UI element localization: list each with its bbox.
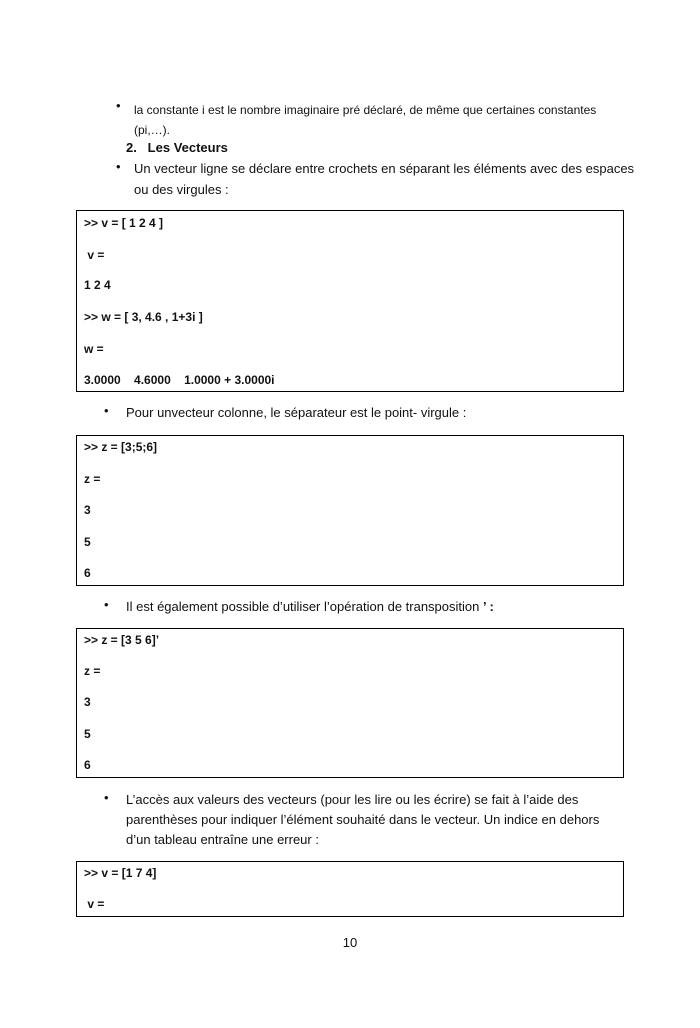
- bullet-text: la constante i est le nombre imaginaire pré déclaré, de même que certaines constantes: [134, 103, 597, 117]
- bullet-text-bold: ’ :: [482, 599, 494, 614]
- code-line: 3: [84, 503, 91, 517]
- code-block: [76, 861, 624, 917]
- code-line: >> v = [1 7 4]: [84, 866, 157, 880]
- code-line: v =: [84, 248, 105, 262]
- code-line: >> z = [3;5;6]: [84, 440, 158, 454]
- page-number: 10: [342, 935, 358, 950]
- code-line: >> v = [ 1 2 4 ]: [84, 216, 164, 230]
- code-line: 3.0000 4.6000 1.0000 + 3.0000i: [84, 373, 275, 387]
- code-line: w =: [84, 342, 104, 356]
- bullet-icon: •: [116, 98, 121, 113]
- code-line: 1 2 4: [84, 278, 111, 292]
- section-heading: 2. Les Vecteurs: [126, 140, 228, 155]
- bullet-icon: •: [104, 790, 109, 805]
- code-line: 6: [84, 566, 91, 580]
- code-block: [76, 435, 624, 586]
- bullet-icon: •: [116, 159, 121, 174]
- code-line: z =: [84, 472, 101, 486]
- code-line: >> w = [ 3, 4.6 , 1+3i ]: [84, 310, 203, 324]
- code-block: [76, 628, 624, 778]
- code-line: >> z = [3 5 6]’: [84, 633, 160, 647]
- bullet-text: ou des virgules :: [134, 182, 229, 197]
- bullet-text: parenthèses pour indiquer l’élément souhaité dans le vecteur. Un indice en dehors: [126, 812, 600, 827]
- bullet-icon: •: [104, 403, 109, 418]
- code-line: 3: [84, 695, 91, 709]
- bullet-text: Un vecteur ligne se déclare entre crochets en séparant les éléments avec des espaces: [134, 161, 635, 176]
- code-line: z =: [84, 664, 101, 678]
- bullet-text-part: Il est également possible d’utiliser l’opération de transposition: [126, 599, 483, 614]
- bullet-text: L’accès aux valeurs des vecteurs (pour les lire ou les écrire) se fait à l’aide des: [126, 792, 579, 807]
- code-line: 6: [84, 758, 91, 772]
- code-line: v =: [84, 897, 105, 911]
- bullet-text: d’un tableau entraîne une erreur :: [126, 832, 319, 847]
- code-line: 5: [84, 535, 91, 549]
- code-block: [76, 210, 624, 392]
- bullet-icon: •: [104, 597, 109, 612]
- bullet-text: [126, 597, 494, 617]
- bullet-text: Pour unvecteur colonne, le séparateur est le point- virgule :: [126, 405, 467, 420]
- bullet-text: (pi,…).: [134, 123, 170, 137]
- code-line: 5: [84, 727, 91, 741]
